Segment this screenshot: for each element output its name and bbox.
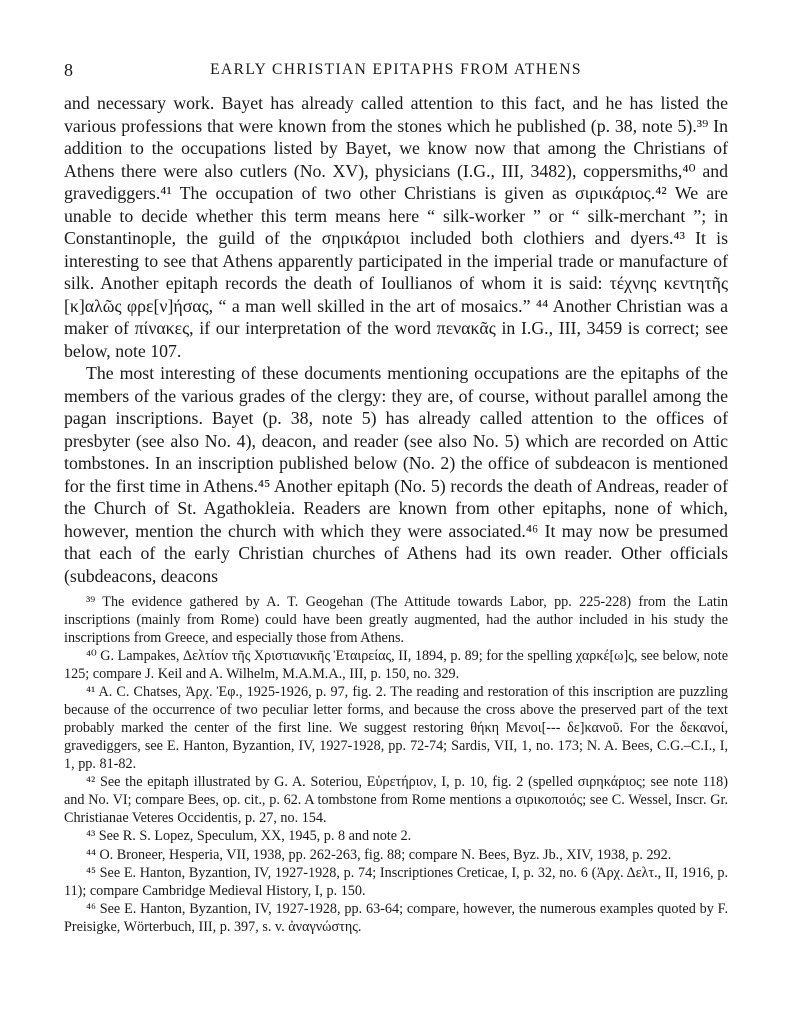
- footnote-42: ⁴² See the epitaph illustrated by G. A. Soteriou, Εὑρετήριον, I, p. 10, fig. 2 (spelled σιρηκάριος; see note 118) and No. VI; compare Bees, op. cit., p. 62. A tombstone from Rome mentions a σιρικοποιός; see C. Wessel, Inscr. Gr. Christianae Veteres Occidentis, p. 27, no. 154.: [64, 774, 728, 827]
- footnote-46: ⁴⁶ See E. Hanton, Byzantion, IV, 1927-1928, pp. 63-64; compare, however, the numerous examples quoted by F. Preisigke, Wörterbuch, III, p. 397, s. v. ἀναγνώστης.: [64, 901, 728, 936]
- running-title: EARLY CHRISTIAN EPITAPHS FROM ATHENS: [210, 61, 582, 78]
- footnote-39: ³⁹ The evidence gathered by A. T. Geogehan (The Attitude towards Labor, pp. 225-228) from the Latin inscriptions (mainly from Rome) could have been greatly augmented, had the author included in his study the inscriptions from Greece, and especially those from Athens.: [64, 594, 728, 646]
- main-text: [64, 92, 728, 587]
- page-number: 8: [64, 60, 73, 80]
- footnote-40: ⁴⁰ G. Lampakes, Δελτίον τῆς Χριστιανικῆς Ἑταιρείας, II, 1894, p. 89; for the spelling χαρκέ[ω]ς, see below, note 125; compare J. Keil and A. Wilhelm, M.A.M.A., III, p. 150, no. 329.: [64, 648, 728, 683]
- paragraph: and necessary work. Bayet has already called attention to this fact, and he has listed the various professions that were known from the stones which he published (p. 38, note 5).³⁹ In addition to the occupations listed by Bayet, we know now that among the Christians of Athens there were also cutlers (No. XV), physicians (I.G., III, 3482), coppersmiths,⁴⁰ and gravediggers.⁴¹ The occupation of two other Christians is given as σιρικάριος.⁴² We are unable to decide whether this term means here “ silk-worker ” or “ silk-merchant ”; in Constantinople, the guild of the σηρικάριοι included both clothiers and dyers.⁴³ It is interesting to see that Athens apparently participated in the imperial trade or manufacture of silk. Another epitaph records the death of Ioullianos of whom it is said: τέχνης κεντητῆς [κ]αλῶς φρε[ν]ήσας, “ a man well skilled in the art of mosaics.” ⁴⁴ Another Christian was a maker of πίνακες, if our interpretation of the word πενακᾶς in I.G., III, 3459 is correct; see below, note 107.: [64, 93, 728, 361]
- footnote-43: ⁴³ See R. S. Lopez, Speculum, XX, 1945, p. 8 and note 2.: [86, 828, 412, 845]
- footnote-44: ⁴⁴ O. Broneer, Hesperia, VII, 1938, pp. 262-263, fig. 88; compare N. Bees, Byz. Jb., XIV, 1938, p. 292.: [86, 846, 672, 863]
- page-header: [64, 60, 728, 84]
- footnote-41: ⁴¹ A. C. Chatses, Ἀρχ. Ἐφ., 1925-1926, p. 97, fig. 2. The reading and restoration of this inscription are puzzling because of the occurrence of two peculiar letter forms, and because the cross above the preserved part of the text probably marked the center of the first line. We suggest restoring θήκη Μενοι[--- δε]κανοῦ. For the δεκανοί, gravediggers, see E. Hanton, Byzantion, IV, 1927-1928, pp. 72-74; Sardis, VII, 1, no. 173; N. A. Bees, C.G.–C.I., I, 1, pp. 81-82.: [64, 684, 728, 772]
- footnote-45: ⁴⁵ See E. Hanton, Byzantion, IV, 1927-1928, p. 74; Inscriptiones Creticae, I, p. 32, no. 6 (Ἀρχ. Δελτ., II, 1916, p. 11); compare Cambridge Medieval History, I, p. 150.: [64, 864, 728, 899]
- paragraph: The most interesting of these documents mentioning occupations are the epitaphs of the members of the various grades of the clergy: they are, of course, without parallel among the pagan inscriptions. Bayet (p. 38, note 5) has already called attention to the offices of presbyter (see also No. 4), deacon, and reader (see also No. 5) which are recorded on Attic tombstones. In an inscription published below (No. 2) the office of subdeacon is mentioned for the first time in Athens.⁴⁵ Another epitaph (No. 5) records the death of Andreas, reader of the Church of St. Agathokleia. Readers are known from other epitaphs, none of which, however, mention the church with which they were associated.⁴⁶ It may now be presumed that each of the early Christian churches of Athens had its own reader. Other officials (subdeacons, deacons: [64, 363, 728, 586]
- footnotes: [64, 594, 728, 937]
